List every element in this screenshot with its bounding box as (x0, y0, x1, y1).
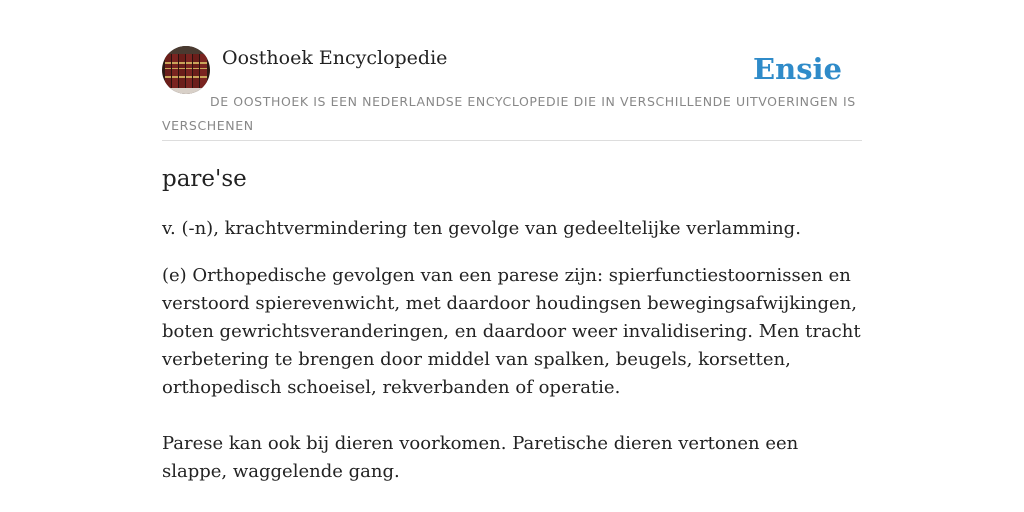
site-header (162, 46, 862, 141)
site-title[interactable]: Oosthoek Encyclopedie (222, 47, 448, 69)
entry-content (162, 162, 864, 486)
brand-logo-link[interactable]: Ensie (753, 52, 842, 86)
encyclopedia-books-icon[interactable] (162, 46, 210, 94)
entry-headword: pare'se (162, 166, 247, 192)
entry-paragraph: (e) Orthopedische gevolgen van een parese zijn: spierfunctiestoornissen en verstoord spierevenwicht, met daardoor houdingsen bewegingsafwijkingen, boten gewrichtsveranderingen, en daardoor weer invalidisering. Men tracht verbetering te brengen door middel van spalken, beugels, korsetten, orthopedisch schoeisel, rekverbanden of operatie. (162, 265, 861, 398)
entry-definition: v. (-n), krachtvermindering ten gevolge van gedeeltelijke verlamming. (162, 218, 801, 239)
site-tagline: DE OOSTHOEK IS EEN NEDERLANDSE ENCYCLOPEDIE DIE IN VERSCHILLENDE UITVOERINGEN IS VERSCHENEN (162, 94, 856, 133)
entry-paragraph: Parese kan ook bij dieren voorkomen. Paretische dieren vertonen een slappe, waggelende gang. (162, 433, 799, 482)
